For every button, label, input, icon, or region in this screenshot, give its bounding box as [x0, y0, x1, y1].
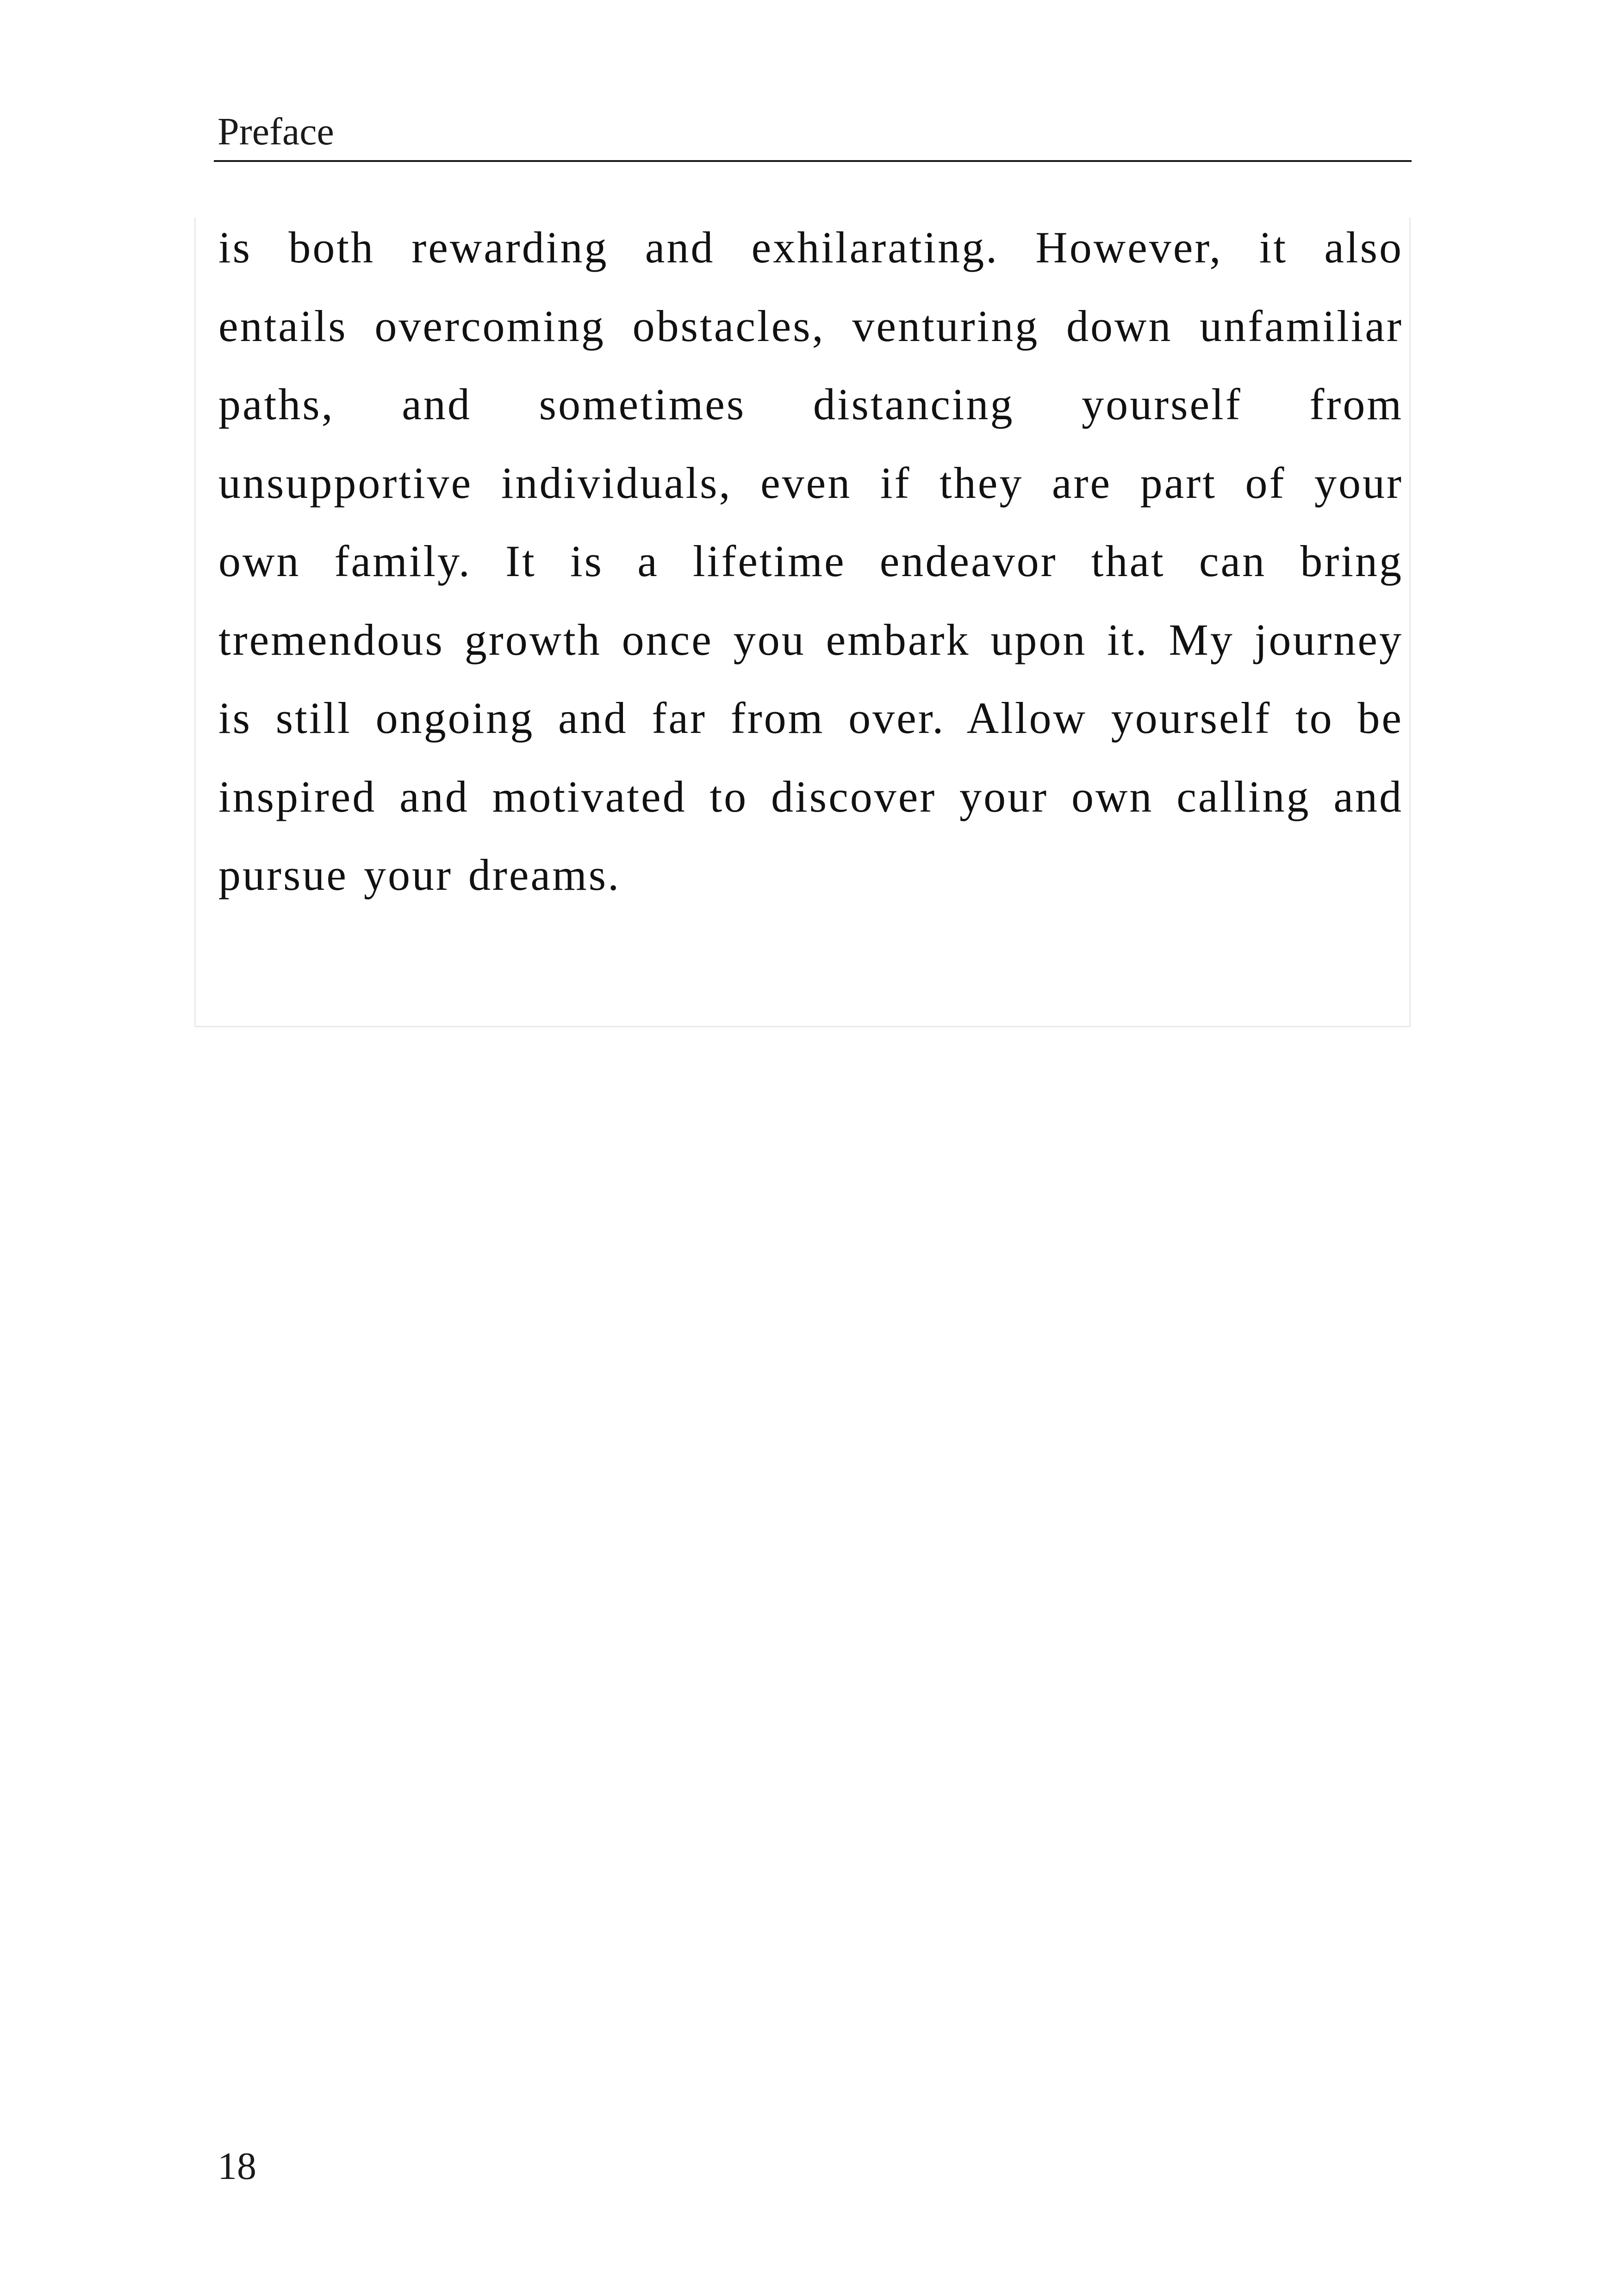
header-rule [214, 160, 1412, 162]
paragraph-line: paths, and sometimes distancing yourself from [218, 379, 1403, 429]
running-head-title: Preface [218, 110, 334, 153]
paragraph-line: is both rewarding and exhilarating. However, it also [218, 223, 1403, 272]
paragraph-line: unsupportive individuals, even if they are part of your [218, 458, 1403, 508]
paragraph-line: inspired and motivated to discover your own calling and [218, 771, 1403, 821]
page-number: 18 [218, 2145, 256, 2188]
paragraph-line: entails overcoming obstacles, venturing down unfamiliar [218, 301, 1403, 351]
paragraph-line: own family. It is a lifetime endeavor that can bring [218, 536, 1403, 586]
body-paragraph [218, 208, 1403, 914]
paragraph-line: tremendous growth once you embark upon it. My journey [218, 614, 1403, 664]
paragraph-line: pursue your dreams. [218, 850, 621, 900]
paragraph-line: is still ongoing and far from over. Allow yourself to be [218, 693, 1403, 743]
